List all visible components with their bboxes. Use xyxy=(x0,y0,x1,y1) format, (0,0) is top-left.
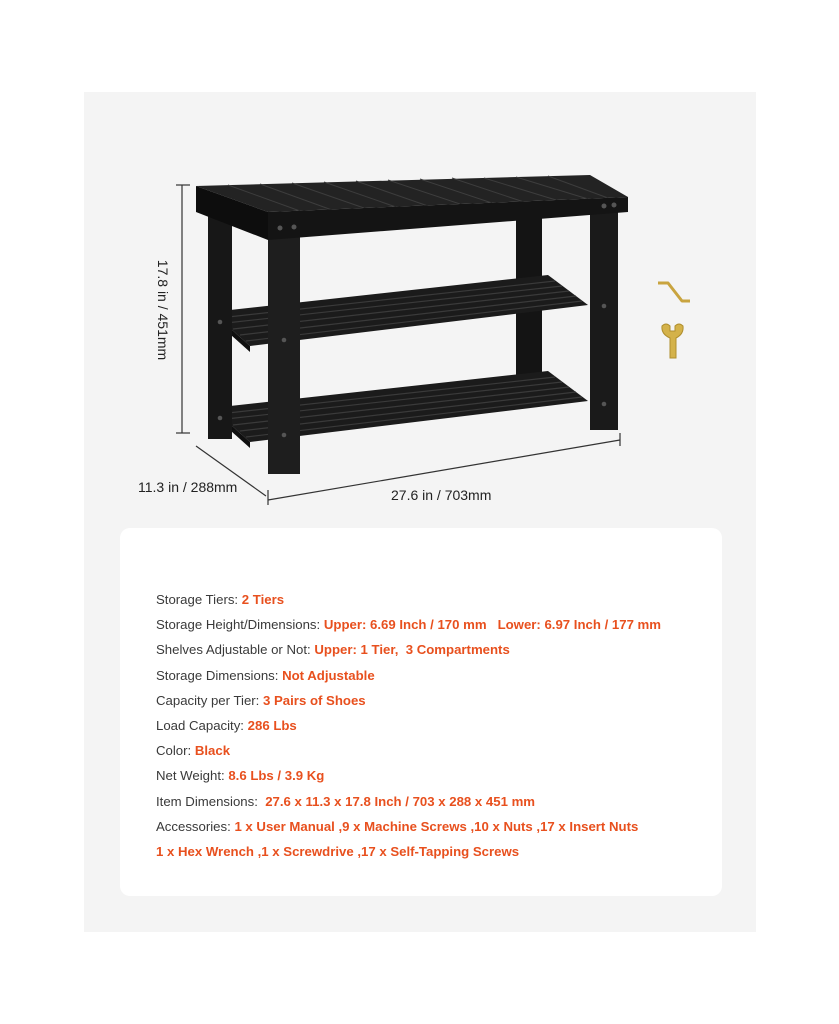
spec-label: Load Capacity: xyxy=(156,717,244,733)
spec-label: Shelves Adjustable or Not: xyxy=(156,642,311,658)
screwdriver-icon xyxy=(662,324,683,358)
spec-capacity-per-tier xyxy=(156,691,756,716)
spec-value: 27.6 x 11.3 x 17.8 Inch / 703 x 288 x 451 mm xyxy=(261,793,536,809)
spec-label: Accessories: xyxy=(156,818,231,834)
spec-label: Color: xyxy=(156,743,192,759)
spec-value: Not Adjustable xyxy=(282,667,375,683)
spec-label: Storage Dimensions: xyxy=(156,667,279,683)
height-dimension-label: 17.8 in / 451mm xyxy=(155,259,171,361)
spec-load-capacity xyxy=(156,716,756,741)
spec-label: Item Dimensions: xyxy=(156,793,258,809)
spec-color xyxy=(156,741,756,766)
spec-storage-dimensions xyxy=(156,666,756,691)
spec-label: Net Weight: xyxy=(156,768,225,784)
spec-label: Storage Height/Dimensions: xyxy=(156,617,321,633)
spec-value: 1 x User Manual ,9 x Machine Screws ,10 x Nuts ,17 x Insert Nuts xyxy=(234,818,639,834)
spec-value: Upper: 1 Tier, 3 Compartments xyxy=(314,642,510,658)
width-dimension-label: 27.6 in / 703mm xyxy=(391,487,492,503)
spec-label: Storage Tiers: xyxy=(156,592,239,607)
spec-value: Upper: 6.69 Inch / 170 mm Lower: 6.97 Inch / 177 mm xyxy=(323,617,662,633)
spec-value: 2 Tiers xyxy=(241,592,285,607)
spec-storage-height xyxy=(156,615,756,640)
bench-seat xyxy=(196,175,628,240)
specifications-list xyxy=(156,590,756,867)
spec-storage-tiers xyxy=(156,590,756,615)
spec-value: 286 Lbs xyxy=(247,717,297,733)
spec-value: 3 Pairs of Shoes xyxy=(263,692,366,708)
spec-accessories xyxy=(156,817,756,842)
spec-value: Black xyxy=(194,743,231,759)
spec-item-dimensions xyxy=(156,792,756,817)
spec-net-weight xyxy=(156,766,756,791)
spec-shelves-adjustable xyxy=(156,640,756,665)
spec-label: Capacity per Tier: xyxy=(156,692,260,708)
depth-dimension-label: 11.3 in / 288mm xyxy=(138,479,238,495)
hex-wrench-icon xyxy=(658,283,690,301)
spec-value: 1 x Hex Wrench ,1 x Screwdrive ,17 x Self-Tapping Screws xyxy=(156,843,520,859)
spec-accessories-continued xyxy=(156,842,756,867)
spec-value: 8.6 Lbs / 3.9 Kg xyxy=(228,768,325,784)
